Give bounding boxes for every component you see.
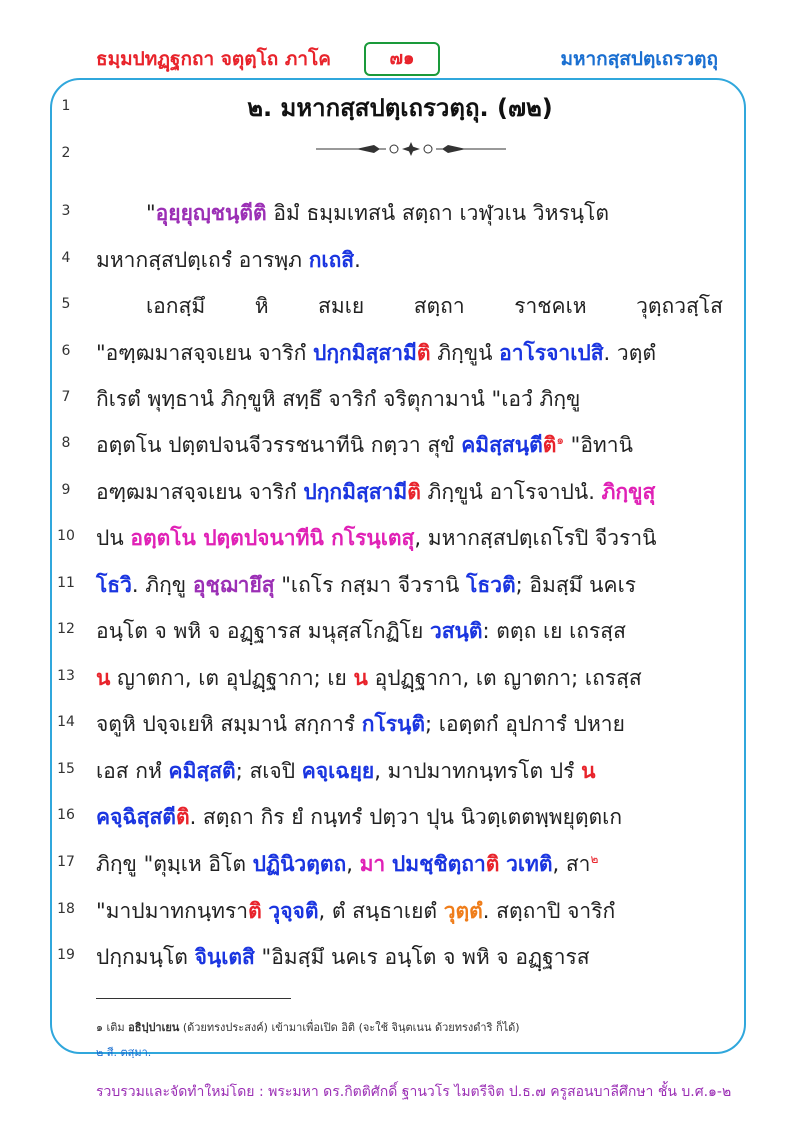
highlighted-word: โธวติ bbox=[466, 573, 516, 597]
word: เอกสฺมึ bbox=[146, 294, 206, 318]
highlighted-word: วเทติ bbox=[506, 852, 553, 876]
text-segment: ; เอตฺตกํ อุปการํ ปหาย bbox=[425, 712, 625, 736]
highlighted-word: คจฺเฉยฺย bbox=[301, 759, 375, 783]
highlighted-word: ปฏินิวตฺตถ bbox=[252, 852, 347, 876]
highlighted-word: วสนฺติ bbox=[429, 619, 483, 643]
word: สมเย bbox=[318, 294, 365, 318]
highlighted-word: คมิสฺสติ bbox=[168, 759, 236, 783]
line-number: 9 bbox=[61, 482, 71, 498]
text-segment: , สา bbox=[552, 852, 591, 876]
iti-particle: ติ bbox=[175, 805, 190, 829]
highlighted-word: ปมชฺชิตฺถา bbox=[391, 852, 486, 876]
header-book-title: ธมฺมปทฏฺฐกถา จตุตฺโถ ภาโค bbox=[96, 48, 332, 70]
footnote-number: ๒ bbox=[96, 1046, 104, 1059]
highlighted-word: วุจฺจติ bbox=[268, 899, 319, 923]
text-segment bbox=[385, 852, 392, 876]
text-segment: . วตฺตํ bbox=[603, 341, 656, 365]
footnote-2 bbox=[96, 1043, 151, 1061]
highlighted-word: กเถสิ bbox=[308, 248, 355, 272]
text-line-14 bbox=[96, 708, 723, 741]
text-segment: เติม bbox=[102, 1021, 129, 1034]
text-segment: "อิทานิ bbox=[563, 433, 633, 457]
text-segment: "เถโร กสฺมา จีวรานิ bbox=[274, 573, 467, 597]
word: หิ bbox=[254, 294, 269, 318]
line-number: 12 bbox=[57, 621, 75, 637]
text-segment: ภิกฺขู "ตุมฺเห อิโต bbox=[96, 852, 253, 876]
line-number: 11 bbox=[57, 575, 75, 591]
footnote-number: ๑ bbox=[96, 1021, 103, 1034]
text-segment: อฑฺฒมาสจฺจเยน จาริกํ bbox=[96, 480, 304, 504]
text-segment: "มาปมาทกนฺทรา bbox=[96, 899, 249, 923]
highlighted-word: ปกฺกมิสฺสามี bbox=[303, 480, 408, 504]
word: สตฺถา bbox=[413, 294, 465, 318]
negation-word: น bbox=[581, 759, 596, 783]
text-line-10 bbox=[96, 522, 723, 555]
bold-term: อธิปฺปาเยน bbox=[128, 1021, 180, 1034]
line-number: 1 bbox=[61, 98, 71, 114]
footnote-marker[interactable]: ๒ bbox=[590, 852, 599, 866]
text-segment: เอส กหํ bbox=[96, 759, 169, 783]
line-number: 13 bbox=[57, 668, 75, 684]
highlighted-word: คมิสฺสนฺตี bbox=[461, 433, 543, 457]
text-segment: ปกฺกมนฺโต bbox=[96, 945, 195, 969]
text-segment: , ตํ สนฺธาเยตํ bbox=[318, 899, 444, 923]
text-segment: . สตฺถาปิ จาริกํ bbox=[482, 899, 616, 923]
line-number: 3 bbox=[61, 203, 71, 219]
text-segment: ปน bbox=[96, 526, 131, 550]
text-segment: ภิกฺขูนํ bbox=[430, 341, 500, 365]
line-number: 14 bbox=[57, 714, 75, 730]
line-number: 2 bbox=[61, 145, 71, 161]
text-line-19 bbox=[96, 941, 723, 974]
text-segment: อตฺตโน ปตฺตปจนจีวรรชนาทีนิ กตฺวา สุขํ bbox=[96, 433, 462, 457]
text-segment: ; สเจปิ bbox=[235, 759, 302, 783]
line-number: 4 bbox=[61, 250, 71, 266]
text-line-9 bbox=[96, 476, 723, 509]
line-number: 10 bbox=[57, 528, 75, 544]
text-line-12 bbox=[96, 615, 723, 648]
text-segment: กิเรตํ พุทฺธานํ ภิกฺขูหิ สทฺธึ จาริกํ จริตุกามานํ "เอวํ ภิกฺขู bbox=[96, 387, 581, 411]
iti-particle: ติ bbox=[485, 852, 500, 876]
highlighted-word: โธวิ bbox=[96, 573, 132, 597]
highlighted-word: ภิกฺขูสุ bbox=[601, 480, 656, 504]
page-header bbox=[0, 38, 800, 78]
line-number: 16 bbox=[57, 807, 75, 823]
text-segment: : ตตฺถ เย เถรสฺส bbox=[482, 619, 626, 643]
line-number: 19 bbox=[57, 947, 75, 963]
footnote-divider bbox=[96, 998, 291, 999]
line-number: 15 bbox=[57, 761, 75, 777]
highlighted-word: อุชฺฌายึสุ bbox=[192, 573, 275, 597]
line-number: 7 bbox=[61, 389, 71, 405]
line-number: 17 bbox=[57, 854, 75, 870]
text-segment: , มาปมาทกนฺทรโต ปรํ bbox=[374, 759, 582, 783]
highlighted-word: ปกฺกมิสฺสามี bbox=[313, 341, 417, 365]
text-line-3 bbox=[96, 197, 723, 230]
line-number: 18 bbox=[57, 901, 75, 917]
highlighted-word: คจฺฉิสฺสตี bbox=[96, 805, 176, 829]
text-line-4 bbox=[96, 244, 723, 277]
text-segment: , มหากสฺสปตฺเถโรปิ จีวรานิ bbox=[414, 526, 657, 550]
text-segment: "อิมสฺมึ นคเร อนฺโต จ พหิ จ อฏฺฐารส bbox=[254, 945, 590, 969]
word: วุตฺถวสฺโส bbox=[636, 294, 723, 318]
text-line-18 bbox=[96, 895, 723, 928]
text-segment: อนฺโต จ พหิ จ อฏฺฐารส มนุสฺสโกฏิโย bbox=[96, 619, 430, 643]
text-segment: . สตฺถา กิร ยํ กนฺทรํ ปตฺวา ปุน นิวตฺเตตพฺพยุตฺตเก bbox=[189, 805, 623, 829]
iti-particle: ติ bbox=[542, 433, 557, 457]
line-number: 6 bbox=[61, 343, 71, 359]
line-number: 8 bbox=[61, 435, 71, 451]
highlighted-phrase: อตฺตโน ปตฺตปจนาทีนิ กโรนฺเตสุ bbox=[130, 526, 415, 550]
text-segment: , bbox=[346, 852, 360, 876]
highlighted-word: มา bbox=[359, 852, 386, 876]
text-segment: " bbox=[146, 201, 156, 225]
iti-particle: ติ bbox=[407, 480, 421, 504]
text-line-7 bbox=[96, 383, 723, 416]
footnote-1 bbox=[96, 1018, 520, 1036]
text-line-8 bbox=[96, 429, 723, 462]
text-segment: มหากสฺสปตฺเถรํ อารพฺภ bbox=[96, 248, 309, 272]
header-story-title: มหากสฺสปตฺเถรวตฺถุ bbox=[560, 48, 718, 70]
iti-particle: ติ bbox=[416, 341, 431, 365]
text-segment: อิมํ ธมฺมเทสนํ สตฺถา เวฬุวเน วิหรนฺโต bbox=[266, 201, 609, 225]
ornament-divider-icon bbox=[316, 141, 506, 157]
page-number: ๗๑ bbox=[364, 42, 440, 76]
highlighted-word: กโรนฺติ bbox=[361, 712, 426, 736]
line-number: 5 bbox=[61, 296, 71, 312]
text-line-5 bbox=[146, 290, 723, 323]
highlighted-word: จินฺเตสิ bbox=[194, 945, 255, 969]
highlighted-word: อาโรจาเปสิ bbox=[499, 341, 604, 365]
text-segment: จตูหิ ปจฺจเยหิ สมฺมานํ สกฺการํ bbox=[96, 712, 362, 736]
text-line-15 bbox=[96, 755, 723, 788]
iti-particle: ติ bbox=[248, 899, 262, 923]
word: ราชคเห bbox=[514, 294, 587, 318]
text-segment: . bbox=[354, 248, 361, 272]
negation-word: น bbox=[96, 666, 111, 690]
text-segment: อุปฏฺฐากา, เต ญาตกา; เถรสฺส bbox=[367, 666, 642, 690]
text-line-16 bbox=[96, 801, 723, 834]
text-segment: สี. ตสฺมา. bbox=[103, 1046, 152, 1059]
highlighted-word: วุตฺตํ bbox=[443, 899, 483, 923]
footnote-marker[interactable]: ๑ bbox=[556, 433, 564, 447]
highlighted-word: อุยฺยุญฺชนฺตีติ bbox=[155, 201, 267, 225]
text-segment: ญาตกา, เต อุปฏฺฐากา; เย bbox=[110, 666, 354, 690]
text-line-13 bbox=[96, 662, 723, 695]
negation-word: น bbox=[353, 666, 368, 690]
page-footer: รวบรวมและจัดทำใหม่โดย : พระมหา ดร.กิตติศักดิ์ ฐานวโร ไมตรีจิต ป.ธ.๗ ครูสอนบาลีศึกษา ชั้น บ.ศ.๑-๒ bbox=[96, 1084, 732, 1100]
text-line-17 bbox=[96, 848, 723, 881]
text-segment: ภิกฺขูนํ อาโรจาปนํ. bbox=[420, 480, 602, 504]
text-segment: . ภิกฺขู bbox=[131, 573, 193, 597]
text-segment: ; อิมสฺมึ นคเร bbox=[515, 573, 637, 597]
text-line-11 bbox=[96, 569, 723, 602]
text-segment: (ด้วยทรงประสงค์) เข้ามาเพื่อเปิด อิติ (จะใช้ จินฺตเนน ด้วยทรงดำริ ก็ได้) bbox=[179, 1021, 520, 1034]
text-segment: "อฑฺฒมาสจฺจเยน จาริกํ bbox=[96, 341, 314, 365]
section-title: ๒. มหากสฺสปตฺเถรวตฺถุ. (๗๒) bbox=[247, 94, 553, 122]
text-line-6 bbox=[96, 337, 723, 370]
